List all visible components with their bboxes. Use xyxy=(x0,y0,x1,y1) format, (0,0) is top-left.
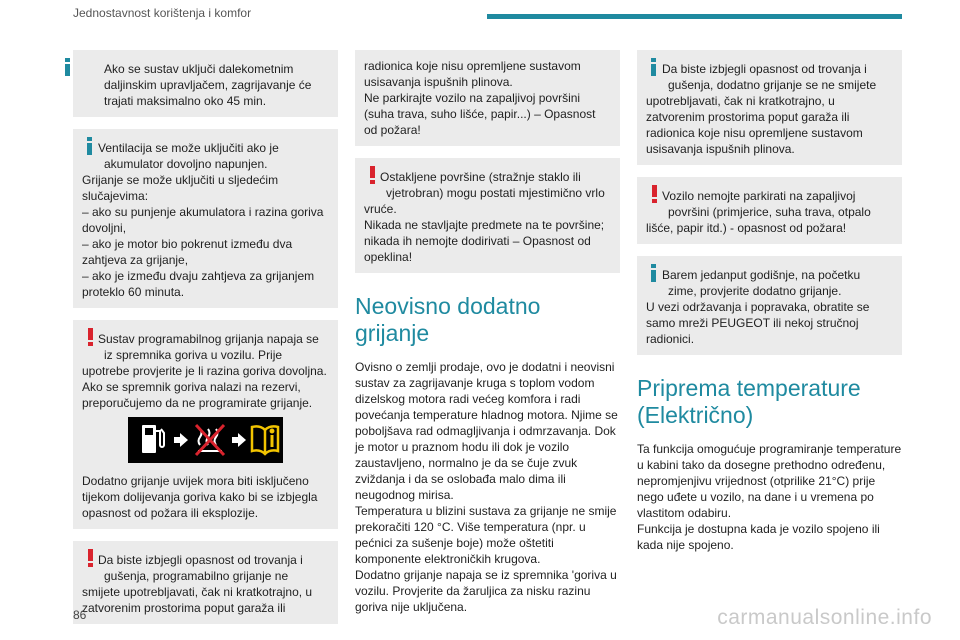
section-body: Ovisno o zemlji prodaje, ovo je dodatni i neovisni sustav za zagrijavanje kruga s toplom vodom dizelskog motora radi većeg komfora i radi povećanja temperature hladnog motora. Njime se poboljšava rad odmagljivanja i odmrzavanja. Dok je motor u praznom hodu ili dok je vozilo zaustavljeno, normalno je da se čuje zvuk zviždanja i da se oslobađa malo dima ili neugodnog mirisa. Temperatura u blizini sustava za grijanje ne smije prekoračiti 120 °C. Više temperatura (npr. u pećnici za sušenje boje) može oštetiti komponente elektroničkih krugova. Dodatno grijanje napaja se iz spremnika 'goriva u vozilu. Provjerite da žaruljica za nisku razinu goriva nije uključena. xyxy=(355,360,618,614)
note-first-line: Da biste izbjegli opasnost od trovanja i gušenja, dodatno grijanje se ne smijete xyxy=(662,62,877,92)
warning-note-poisoning xyxy=(73,541,338,624)
column-left xyxy=(73,50,338,636)
warning-note-continued xyxy=(355,50,620,146)
note-text: smijete upotrebljavati, čak ni kratkotrajno, u zatvorenim prostorima poput garaža ili xyxy=(82,585,313,615)
column-middle xyxy=(355,50,620,615)
watermark: carmanualsonline.info xyxy=(717,606,932,629)
fuel-pump-icon xyxy=(142,425,164,453)
note-first-line: Sustav programabilnog grijanja napaja se iz spremnika goriva u vozilu. Prije xyxy=(98,332,319,362)
note-first-line: Vozilo nemojte parkirati na zapaljivoj površini (primjerice, suha trava, otpalo xyxy=(662,189,871,219)
warning-note-fuel xyxy=(73,320,338,529)
info-note-ventilation xyxy=(73,129,338,308)
info-note-poisoning xyxy=(637,50,902,165)
arrow-right-icon xyxy=(174,433,188,447)
note-text: lišće, papir itd.) - opasnost od požara! xyxy=(646,221,847,235)
note-first-line: Ventilacija se može uključiti ako je akumulator dovoljno napunjen. xyxy=(98,141,279,171)
page-number: 86 xyxy=(73,608,87,622)
warning-icon xyxy=(646,185,662,204)
note-first-line: Barem jedanput godišnje, na početku zime, provjerite dodatno grijanje. xyxy=(662,268,861,298)
note-text: upotrebljavati, čak ni kratkotrajno, u zatvorenim prostorima poput garaža ili radionica koje nisu opremljene sustavom usisavanja ispušnih plinova. xyxy=(646,94,863,156)
fuel-heater-manual-pictogram xyxy=(128,417,283,463)
info-note-remote xyxy=(73,50,338,117)
heater-crossed-icon xyxy=(196,425,224,455)
manual-book-icon xyxy=(252,426,278,454)
info-icon xyxy=(60,58,76,77)
section-title: Priprema temperature (Električno) xyxy=(637,375,861,428)
column-right xyxy=(637,50,902,553)
warning-icon xyxy=(364,166,380,185)
info-note-maintenance xyxy=(637,256,902,355)
info-icon xyxy=(646,58,662,77)
note-text: radionica koje nisu opremljene sustavom usisavanja ispušnih plinova. Ne parkirajte vozilo na zapaljivoj površini (suha trava, suho lišće, papir...) – Opasnost od požara! xyxy=(364,59,596,137)
note-text: Ako se sustav uključi dalekometnim daljinskim upravljačem, zagrijavanje će trajati maksimalno oko 45 min. xyxy=(104,62,312,108)
warning-note-parking xyxy=(637,177,902,244)
section-title: Neovisno dodatno grijanje xyxy=(355,293,541,346)
header-accent-bar xyxy=(487,14,902,19)
running-header: Jednostavnost korištenja i komfor xyxy=(73,6,252,20)
note-text: vruće. Nikada ne stavljajte predmete na te površine; nikada ih nemojte dodirivati – Opasnost od opeklina! xyxy=(364,202,605,264)
info-icon xyxy=(646,264,662,283)
note-text: U vezi održavanja i popravaka, obratite se samo mreži PEUGEOT ili nekoj stručnoj radionici. xyxy=(646,300,870,346)
note-text: upotrebe provjerite je li razina goriva dovoljna. Ako se spremnik goriva nalazi na rezervi, preporučujemo da ne programirate grijanje. xyxy=(82,364,327,410)
warning-icon xyxy=(82,549,98,568)
section-body: Ta funkcija omogućuje programiranje temperature u kabini tako da dosegne prethodno određenu, nepromjenjivu vrijednost (otprilike 21°C) prije nego uđete u vozilo, na dane i u vremena po vlastitom odabiru. Funkcija je dostupna kada je vozilo spojeno ili kada nije spojeno. xyxy=(637,442,902,552)
note-text: Grijanje se može uključiti u sljedećim slučajevima: – ako su punjenje akumulatora i razina goriva dovoljni, – ako je motor bio pokrenut između dva zahtjeva za grijanje, – ako je između dvaju zahtjeva za grijanjem proteklo 60 minuta. xyxy=(82,173,324,299)
info-icon xyxy=(82,137,98,156)
note-first-line: Ostakljene površine (stražnje staklo ili vjetrobran) mogu postati mjestimično vrlo xyxy=(380,170,605,200)
note-text: Dodatno grijanje uvijek mora biti isključeno tijekom dolijevanja goriva kako bi se izbjegla opasnost od požara ili eksplozije. xyxy=(82,474,318,520)
arrow-right-icon xyxy=(232,433,246,447)
note-first-line: Da biste izbjegli opasnost od trovanja i gušenja, programabilno grijanje ne xyxy=(98,553,303,583)
warning-note-glass xyxy=(355,158,620,273)
warning-icon xyxy=(82,328,98,347)
